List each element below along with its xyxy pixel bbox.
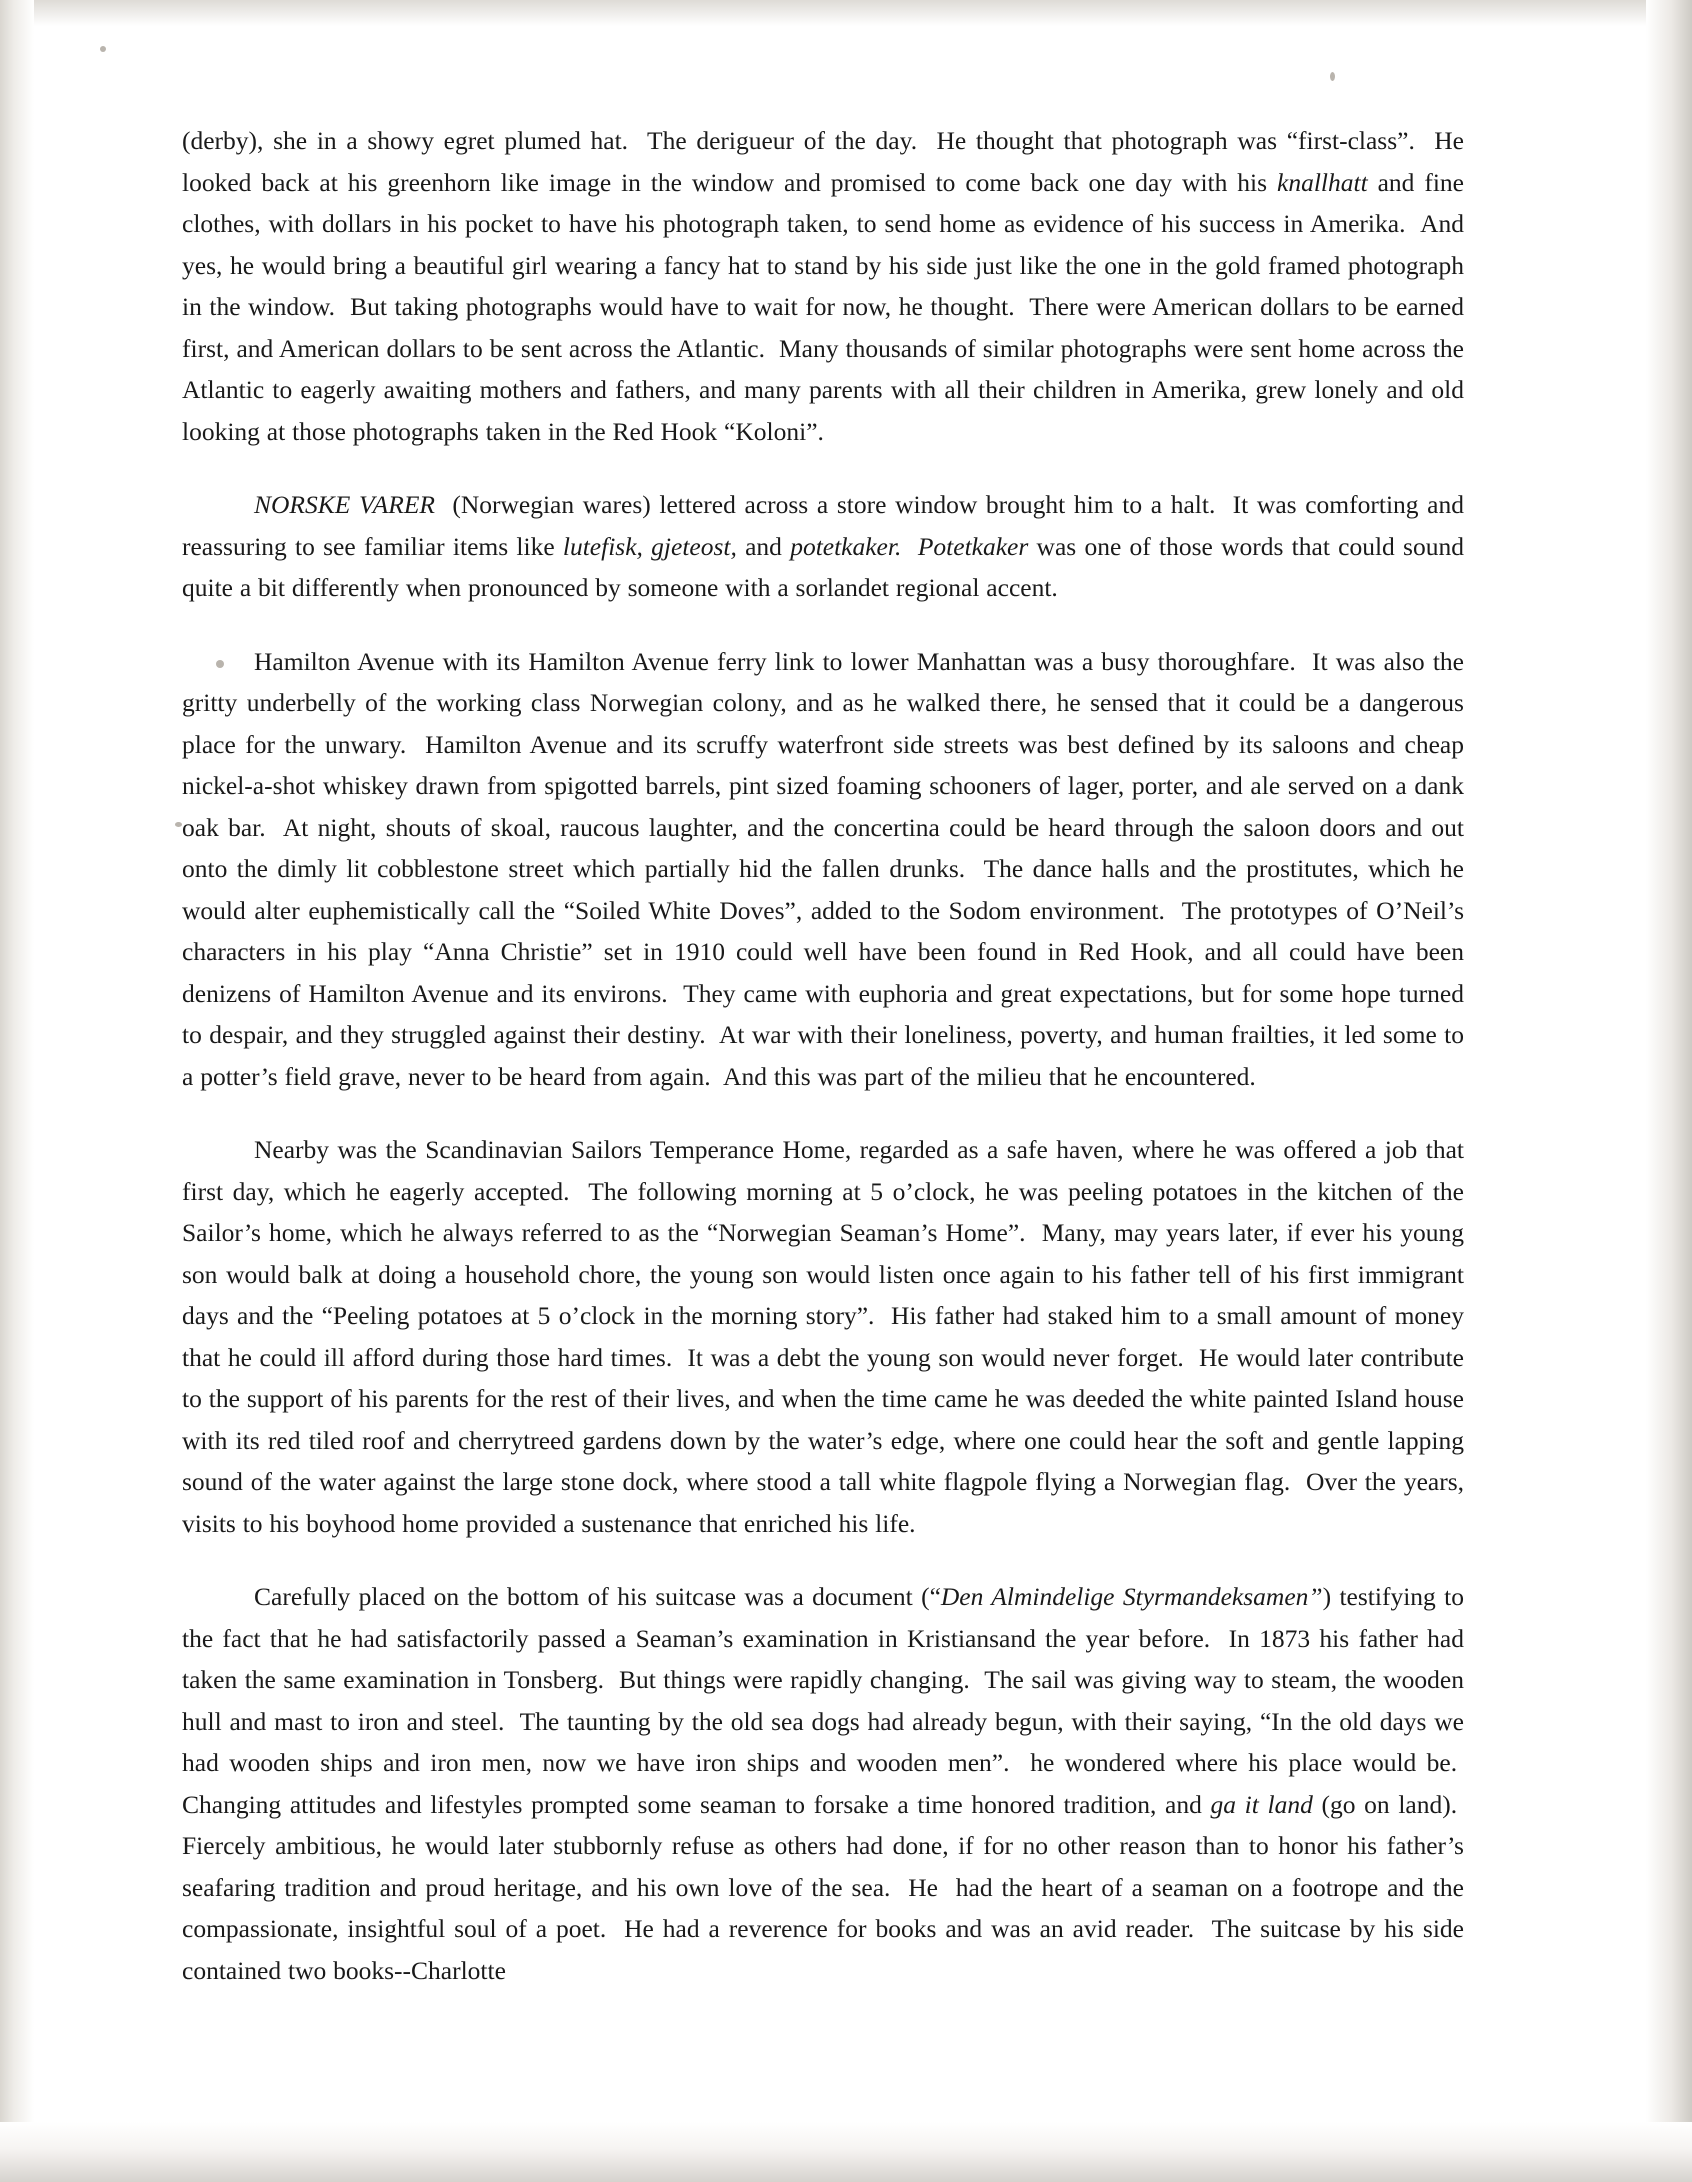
paragraph: Hamilton Avenue with its Hamilton Avenue ferry link to lower Manhattan was a busy thoroughfare. It was also the gritty underbelly of the working class Norwegian colony, and as he walked there, he sensed that it could be a dangerous place for the unwary. Hamilton Avenue and its scruffy waterfront side streets was best defined by its saloons and cheap nickel-a-shot whiskey drawn from spigotted barrels, pint sized foaming schooners of lager, porter, and ale served on a dank oak bar. At night, shouts of skoal, raucous laughter, and the concertina could be heard through the saloon doors and out onto the dimly lit cobblestone street which partially hid the fallen drunks. The dance halls and the prostitutes, which he would alter euphemistically call the “Soiled White Doves”, added to the Sodom environment. The prototypes of O’Neil’s characters in his play “Anna Christie” set in 1910 could well have been found in Red Hook, and all could have been denizens of Hamilton Avenue and its environs. They came with euphoria and great expectations, but for some hope turned to despair, and they struggled against their destiny. At war with their loneliness, poverty, and human frailties, it led some to a potter’s field grave, never to be heard from again. And this was part of the milieu that he encountered. (182, 646, 1464, 1091)
scan-edge-shading-left (0, 0, 34, 2182)
scan-speck (100, 46, 106, 52)
scan-edge-shading-bottom (0, 2122, 1692, 2182)
paragraph: (derby), she in a showy egret plumed hat. The derigueur of the day. He thought that photograph was “first-class”. He looked back at his greenhorn like image in the window and promised to come back one day with his knallhatt and fine clothes, with dollars in his pocket to have his photograph taken, to send home as evidence of his success in Amerika. And yes, he would bring a beautiful girl wearing a fancy hat to stand by his side just like the one in the gold framed photograph in the window. But taking photographs would have to wait for now, he thought. There were American dollars to be earned first, and American dollars to be sent across the Atlantic. Many thousands of similar photographs were sent home across the Atlantic to eagerly awaiting mothers and fathers, and many parents with all their children in Amerika, grew lonely and old looking at those photographs taken in the Red Hook “Koloni”. (182, 126, 1464, 446)
scan-speck (175, 822, 182, 827)
paragraph: Carefully placed on the bottom of his suitcase was a document (“Den Almindelige Styrmandeksamen”) testifying to the fact that he had satisfactorily passed a Seaman’s examination in Kristiansand the year before. In 1873 his father had taken the same examination in Tonsberg. But things were rapidly changing. The sail was giving way to steam, the wooden hull and mast to iron and steel. The taunting by the old sea dogs had already begun, with their saying, “In the old days we had wooden ships and iron men, now we have iron ships and wooden men”. he wondered where his place would be. Changing attitudes and lifestyles prompted some seaman to forsake a time honored tradition, and ga it land (go on land). Fiercely ambitious, he would later stubbornly refuse as others had done, if for no other reason than to honor his father’s seafaring tradition and proud heritage, and his own love of the sea. He had the heart of a seaman on a footrope and the compassionate, insightful soul of a poet. He had a reverence for books and was an avid reader. The suitcase by his side contained two books--Charlotte (182, 1582, 1464, 1985)
paragraph: Nearby was the Scandinavian Sailors Temperance Home, regarded as a safe haven, where he was offered a job that first day, which he eagerly accepted. The following morning at 5 o’clock, he was peeling potatoes in the kitchen of the Sailor’s home, which he always referred to as the “Norwegian Seaman’s Home”. Many, may years later, if ever his young son would balk at doing a household chore, the young son would listen once again to his father tell of his first immigrant days and the “Peeling potatoes at 5 o’clock in the morning story”. His father had staked him to a small amount of money that he could ill afford during those hard times. It was a debt the young son would never forget. He would later contribute to the support of his parents for the rest of their lives, and when the time came he was deeded the white painted Island house with its red tiled roof and cherrytreed gardens down by the water’s edge, where one could hear the soft and gentle lapping sound of the water against the large stone dock, where stood a tall white flagpole flying a Norwegian flag. Over the years, visits to his boyhood home provided a sustenance that enriched his life. (182, 1135, 1464, 1538)
paragraph: NORSKE VARER (Norwegian wares) lettered across a store window brought him to a halt. It was comforting and reassuring to see familiar items like lutefisk, gjeteost, and potetkaker. Potetkaker was one of those words that could sound quite a bit differently when pronounced by someone with a sorlandet regional accent. (182, 490, 1465, 602)
scan-edge-shading-right (1646, 0, 1692, 2182)
page-body-text (182, 120, 1464, 1991)
scan-edge-shading-top (0, 0, 1692, 26)
scan-speck (1330, 72, 1335, 81)
